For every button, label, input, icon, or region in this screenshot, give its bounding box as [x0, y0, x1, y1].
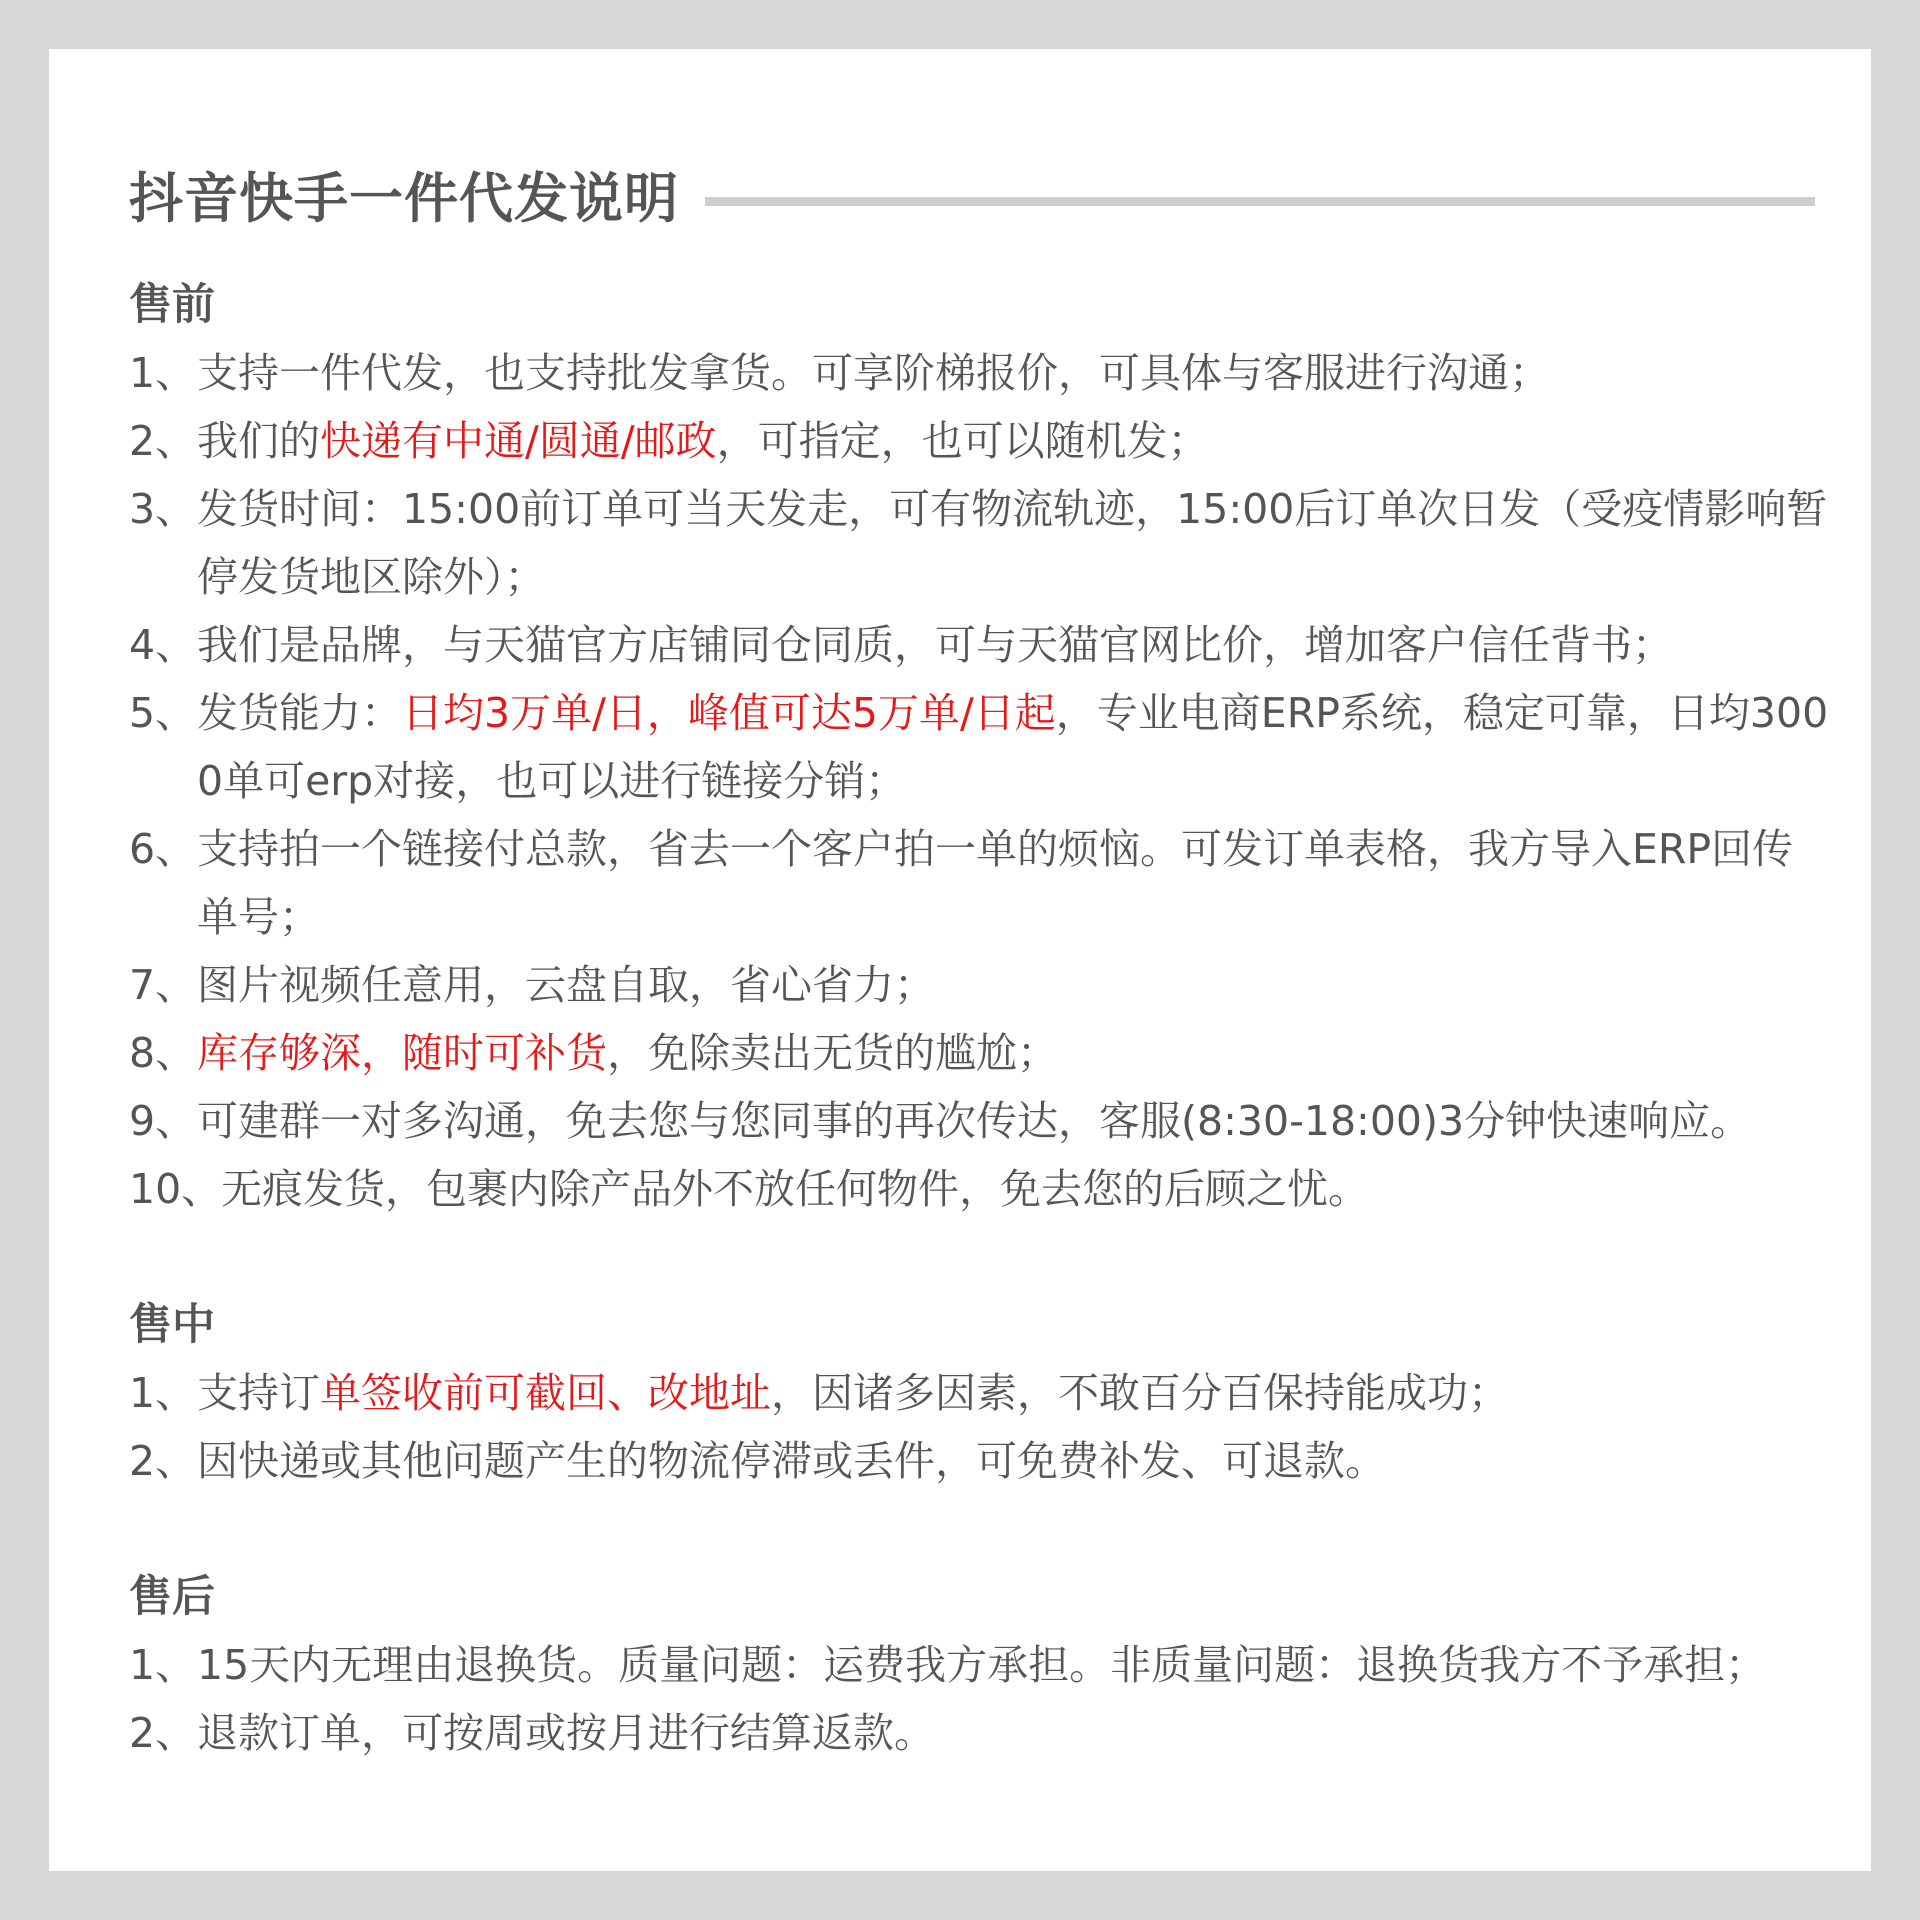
item-number: 10、 [129, 1165, 223, 1213]
item-text: 支持订 [197, 1369, 320, 1417]
item-text: 退款订单，可按周或按月进行结算返款。 [197, 1709, 935, 1757]
list-item [129, 1087, 1829, 1155]
document-card [49, 49, 1871, 1871]
section-heading: 售中 [129, 1300, 215, 1350]
item-highlight: 快递有中通/圆通/邮政 [320, 417, 717, 465]
section-in-sale [129, 1291, 1829, 1495]
item-text: 可建群一对多沟通，免去您与您同事的再次传达，客服(8:30-18:00)3分钟快速响应。 [197, 1097, 1752, 1145]
item-text: ，专业电商ERP系统，稳定可靠，日均3000单可erp对接，也可以进行链接分销； [197, 689, 1829, 805]
item-highlight: 单签收前可截回、改地址 [320, 1369, 771, 1417]
item-highlight: 库存够深，随时可补货 [197, 1029, 607, 1077]
item-text: 支持一件代发，也支持批发拿货。可享阶梯报价，可具体与客服进行沟通； [197, 349, 1550, 397]
list-item [129, 407, 1829, 475]
list-item [129, 611, 1829, 679]
item-text: 我们是品牌，与天猫官方店铺同仓同质，可与天猫官网比价，增加客户信任背书； [197, 621, 1673, 669]
item-number: 1、 [129, 349, 197, 397]
item-text: 因快递或其他问题产生的物流停滞或丢件，可免费补发、可退款。 [197, 1437, 1386, 1485]
item-number: 1、 [129, 1641, 197, 1689]
item-number: 7、 [129, 961, 197, 1009]
section-heading: 售后 [129, 1572, 215, 1622]
list-item [129, 1155, 1829, 1223]
page-title: 抖音快手一件代发说明 [129, 167, 679, 230]
list-item [129, 1699, 1829, 1767]
item-text: ，免除卖出无货的尴尬； [607, 1029, 1058, 1077]
item-number: 4、 [129, 621, 197, 669]
list-item [129, 339, 1829, 407]
item-text: 15天内无理由退换货。质量问题：运费我方承担。非质量问题：退换货我方不予承担； [197, 1641, 1767, 1689]
content [129, 271, 1829, 1767]
item-number: 2、 [129, 1437, 197, 1485]
list-item [129, 1019, 1829, 1087]
list-item [129, 475, 1829, 611]
item-number: 2、 [129, 1709, 197, 1757]
item-number: 1、 [129, 1369, 197, 1417]
item-number: 3、 [129, 485, 197, 533]
item-text: 无痕发货，包裹内除产品外不放任何物件，免去您的后顾之忧。 [221, 1165, 1369, 1213]
item-number: 2、 [129, 417, 197, 465]
list-item [129, 1427, 1829, 1495]
item-number: 9、 [129, 1097, 197, 1145]
item-text: 支持拍一个链接付总款，省去一个客户拍一单的烦恼。可发订单表格，我方导入ERP回传单号； [197, 825, 1794, 941]
item-text: 我们的 [197, 417, 320, 465]
section-pre-sale [129, 271, 1829, 1223]
item-number: 8、 [129, 1029, 197, 1077]
list-item [129, 1631, 1829, 1699]
list-item [129, 951, 1829, 1019]
list-item [129, 679, 1829, 815]
item-text: 发货时间：15:00前订单可当天发走，可有物流轨迹，15:00后订单次日发（受疫情影响暂停发货地区除外）； [197, 485, 1828, 601]
item-number: 6、 [129, 825, 197, 873]
list-item [129, 815, 1829, 951]
section-heading: 售前 [129, 280, 215, 330]
title-divider [705, 197, 1815, 206]
section-after-sale [129, 1563, 1829, 1767]
title-row [129, 159, 1815, 239]
item-number: 5、 [129, 689, 197, 737]
item-highlight: 日均3万单/日，峰值可达5万单/日起 [402, 689, 1056, 737]
list-item [129, 1359, 1829, 1427]
item-text: ，因诸多因素，不敢百分百保持能成功； [771, 1369, 1509, 1417]
item-text: 图片视频任意用，云盘自取，省心省力； [197, 961, 935, 1009]
item-text: ，可指定，也可以随机发； [716, 417, 1209, 465]
item-text: 发货能力： [197, 689, 402, 737]
